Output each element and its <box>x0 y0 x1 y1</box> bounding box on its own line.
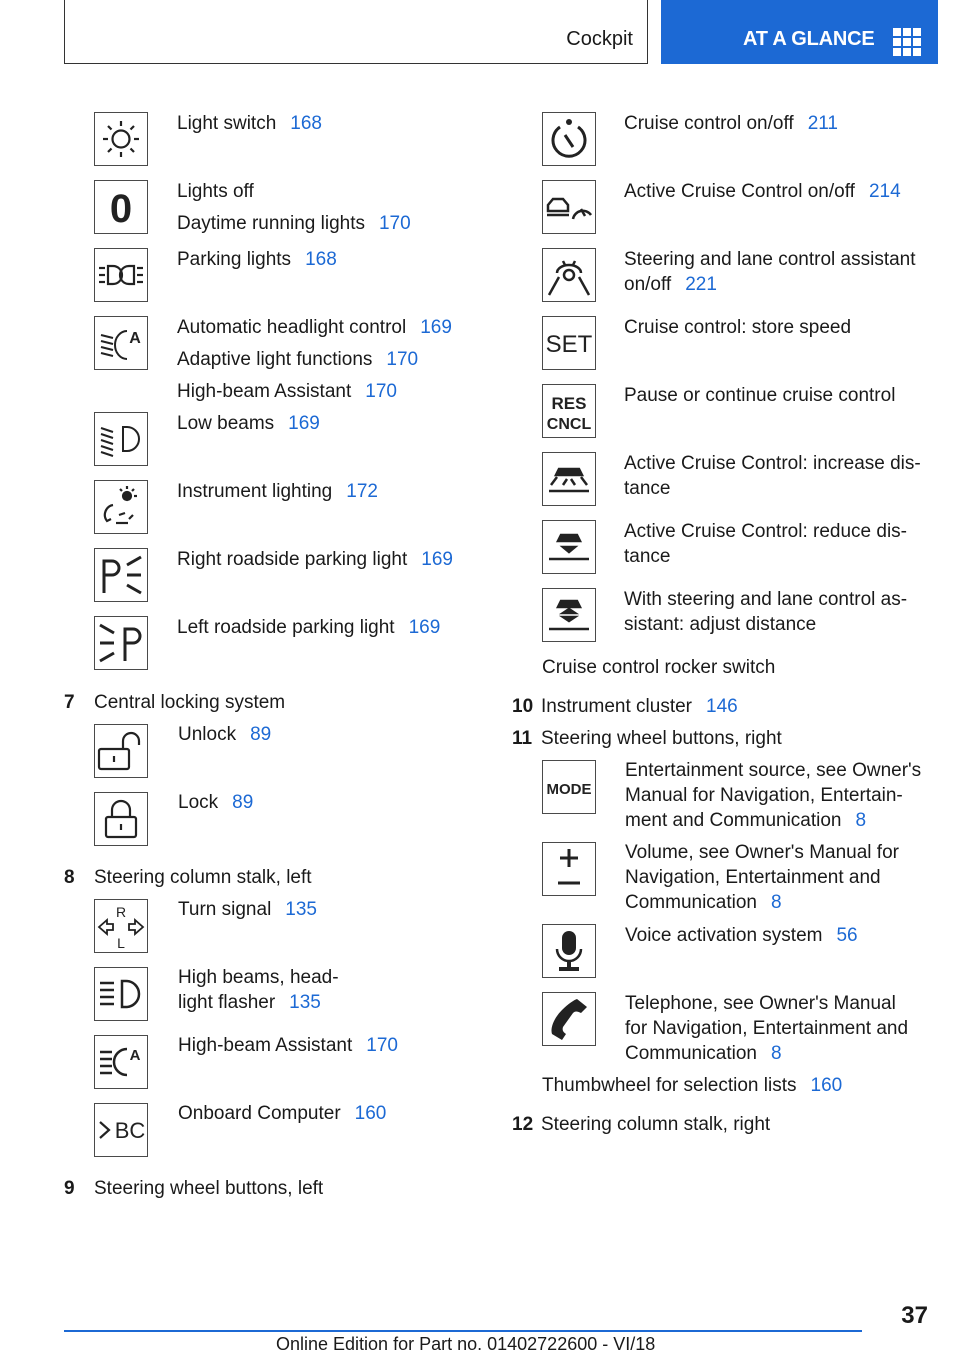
page-ref-link[interactable]: 170 <box>365 381 397 402</box>
reduce-distance-icon <box>542 520 596 574</box>
svg-text:A: A <box>129 1047 141 1064</box>
page-ref-link[interactable]: 135 <box>285 899 317 920</box>
high-beam-assistant-entry: High-beam Assistant 170 <box>177 381 397 402</box>
high-beam-assistant-entry-2: High-beam Assistant 170 <box>178 1035 398 1056</box>
page-ref-link[interactable]: 169 <box>421 549 453 570</box>
lane-assistant-icon <box>542 248 596 302</box>
svg-text:RES: RES <box>551 394 587 413</box>
page-ref-link[interactable]: 214 <box>868 181 901 202</box>
item-number-12: 12 <box>512 1114 534 1135</box>
central-locking-heading: Central locking system <box>94 692 286 713</box>
steering-buttons-left-heading: Steering wheel buttons, left <box>94 1178 324 1199</box>
edition-footer: Online Edition for Part no. 01402722600 - VI/18 <box>276 1334 656 1354</box>
svg-text:0: 0 <box>109 187 133 231</box>
onboard-computer-icon <box>94 1103 148 1157</box>
high-beams-line1: High beams, head- <box>178 967 339 988</box>
reduce-distance-line2: tance <box>624 546 671 567</box>
right-roadside-parking-icon <box>94 548 148 602</box>
page-ref-link[interactable]: 170 <box>378 213 411 234</box>
page-ref-link[interactable]: 135 <box>289 992 321 1013</box>
item-number-7: 7 <box>64 692 75 713</box>
page-ref-link[interactable]: 170 <box>366 1035 398 1056</box>
auto-headlight-icon <box>94 316 148 370</box>
steering-buttons-right-heading: Steering wheel buttons, right <box>541 728 782 749</box>
parking-lights-icon <box>94 248 148 302</box>
page-ref-link[interactable]: 169 <box>420 317 452 338</box>
volume-line2: Navigation, Entertainment and <box>625 867 881 888</box>
cruise-control-icon <box>542 112 596 166</box>
thumbwheel-entry: Thumbwheel for selection lists 160 <box>542 1075 843 1096</box>
page-ref-link[interactable]: 211 <box>807 113 838 134</box>
lights-off-label: Lights off <box>177 181 254 202</box>
svg-text:SET: SET <box>545 331 593 358</box>
increase-distance-line1: Active Cruise Control: increase dis- <box>624 453 921 474</box>
active-cruise-icon <box>542 180 596 234</box>
page-ref-link[interactable]: 146 <box>706 696 738 717</box>
parking-lights-entry: Parking lights 168 <box>177 249 337 270</box>
adjust-distance-line1: With steering and lane control as- <box>624 589 908 610</box>
page-ref-link[interactable]: 8 <box>771 1043 782 1064</box>
reduce-distance-line1: Active Cruise Control: reduce dis- <box>624 521 907 542</box>
adjust-distance-icon <box>542 588 596 642</box>
mode-icon <box>542 760 596 814</box>
item-number-11: 11 <box>512 728 533 749</box>
page-number: 37 <box>901 1302 928 1329</box>
entertainment-line2: Manual for Navigation, Entertain- <box>625 785 903 806</box>
unlock-icon <box>94 724 148 778</box>
item-number-10: 10 <box>512 696 534 717</box>
item-number-9: 9 <box>64 1178 75 1199</box>
store-speed-label: Cruise control: store speed <box>624 317 852 338</box>
telephone-line1: Telephone, see Owner's Manual <box>625 993 896 1014</box>
increase-distance-icon <box>542 452 596 506</box>
set-speed-icon <box>542 316 596 370</box>
header-section-box <box>64 0 648 64</box>
page-ref-link[interactable]: 160 <box>810 1075 843 1096</box>
volume-icon <box>542 842 596 896</box>
svg-text:R: R <box>115 904 127 920</box>
onboard-computer-entry: Onboard Computer 160 <box>178 1103 387 1124</box>
light-switch-entry: Light switch 168 <box>177 113 322 134</box>
svg-text:A: A <box>129 330 141 347</box>
page-ref-link[interactable]: 170 <box>386 349 419 370</box>
steering-stalk-left-heading: Steering column stalk, left <box>94 867 312 888</box>
auto-headlight-entry: Automatic headlight control 169 <box>177 317 452 338</box>
telephone-entry: Communication 8 <box>625 1043 782 1064</box>
high-beam-assistant-icon <box>94 1035 148 1089</box>
svg-text:MODE: MODE <box>546 781 592 798</box>
svg-text:CNCL: CNCL <box>546 416 592 433</box>
unlock-entry: Unlock 89 <box>178 724 272 745</box>
lane-assistant-entry: on/off 221 <box>624 274 717 295</box>
page-ref-link[interactable]: 89 <box>232 792 254 813</box>
left-roadside-parking-icon <box>94 616 148 670</box>
low-beams-icon <box>94 412 148 466</box>
daytime-running-entry: Daytime running lights 170 <box>177 213 411 234</box>
low-beams-entry: Low beams 169 <box>177 413 320 434</box>
page-ref-link[interactable]: 221 <box>685 274 717 295</box>
steering-stalk-right-heading: Steering column stalk, right <box>541 1114 771 1135</box>
turn-signal-entry: Turn signal 135 <box>178 899 317 920</box>
rocker-switch-label: Cruise control rocker switch <box>542 657 776 678</box>
svg-text:BC: BC <box>114 1118 146 1143</box>
page-ref-link[interactable]: 8 <box>771 892 782 913</box>
page-ref-link[interactable]: 168 <box>305 249 337 270</box>
light-switch-icon <box>94 112 148 166</box>
grid-menu-icon[interactable] <box>893 28 921 56</box>
instrument-lighting-icon <box>94 480 148 534</box>
entertainment-entry: ment and Communication 8 <box>625 810 867 831</box>
increase-distance-line2: tance <box>624 478 671 499</box>
chapter-title: AT A GLANCE <box>743 28 875 50</box>
page-ref-link[interactable]: 172 <box>346 481 378 502</box>
telephone-icon <box>542 992 596 1046</box>
lights-off-icon <box>94 180 148 234</box>
lock-icon <box>94 792 148 846</box>
high-beams-entry: light flasher 135 <box>178 992 321 1013</box>
left-roadside-parking-entry: Left roadside parking light 169 <box>177 617 441 638</box>
page-ref-link[interactable]: 169 <box>408 617 441 638</box>
volume-entry: Communication 8 <box>625 892 782 913</box>
voice-activation-entry: Voice activation system 56 <box>625 925 858 946</box>
svg-text:L: L <box>117 935 125 951</box>
chapter-tab[interactable] <box>661 0 938 64</box>
right-roadside-parking-entry: Right roadside parking light 169 <box>177 549 453 570</box>
high-beams-icon <box>94 967 148 1021</box>
section-title: Cockpit <box>566 28 633 50</box>
telephone-line2: for Navigation, Entertainment and <box>625 1018 909 1039</box>
cruise-onoff-entry: Cruise control on/off 211 <box>624 113 838 134</box>
footer-divider <box>64 1330 862 1332</box>
item-number-8: 8 <box>64 867 75 888</box>
turn-signal-icon <box>94 899 148 953</box>
active-cruise-onoff-entry: Active Cruise Control on/off 214 <box>624 181 901 202</box>
pause-continue-label: Pause or continue cruise control <box>624 385 896 406</box>
lane-assistant-line1: Steering and lane control assistant <box>624 249 916 270</box>
entertainment-line1: Entertainment source, see Owner's <box>625 760 922 781</box>
adaptive-light-entry: Adaptive light functions 170 <box>177 349 419 370</box>
volume-line1: Volume, see Owner's Manual for <box>625 842 899 863</box>
page-ref-link[interactable]: 168 <box>290 113 322 134</box>
instrument-cluster-entry: Instrument cluster 146 <box>541 696 738 717</box>
page-ref-link[interactable]: 56 <box>836 925 858 946</box>
instrument-lighting-entry: Instrument lighting 172 <box>177 481 378 502</box>
page-ref-link[interactable]: 169 <box>288 413 320 434</box>
adjust-distance-line2: sistant: adjust distance <box>624 614 817 635</box>
lock-entry: Lock 89 <box>178 792 254 813</box>
microphone-icon <box>542 924 596 978</box>
page-ref-link[interactable]: 89 <box>250 724 272 745</box>
res-cncl-icon <box>542 384 596 438</box>
page-ref-link[interactable]: 160 <box>354 1103 387 1124</box>
page-ref-link[interactable]: 8 <box>855 810 867 831</box>
